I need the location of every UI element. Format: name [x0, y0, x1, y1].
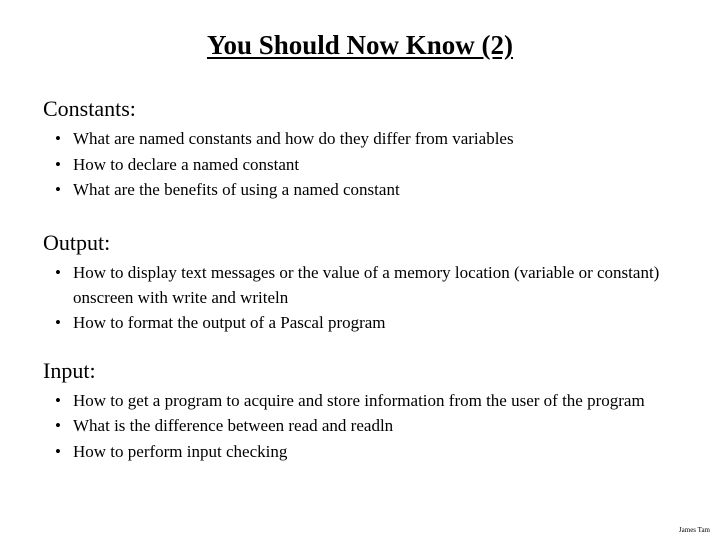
bullet-item — [51, 152, 683, 178]
bullet-text: How to display text messages or the value of a memory location (variable or constant) onscreen with write and writeln — [73, 263, 660, 307]
bullet-item — [51, 388, 683, 413]
section-heading-output: Output: — [43, 230, 111, 255]
bullet-item — [51, 177, 683, 203]
bullet-dot: • — [55, 391, 61, 410]
footer-author: James Tam — [678, 526, 710, 534]
bullet-text: What are named constants and how do they differ from variables — [73, 129, 514, 148]
bullet-item — [51, 413, 683, 439]
bullet-dot: • — [55, 129, 61, 148]
section-input — [43, 358, 683, 464]
section-heading-constants: Constants: — [43, 96, 136, 121]
bullet-dot: • — [55, 154, 61, 174]
bullet-text: How to perform input checking — [73, 441, 288, 461]
bullet-text: How to get a program to acquire and store information from the user of the program — [73, 391, 645, 410]
bullet-item — [51, 260, 683, 310]
bullet-text: How to declare a named constant — [73, 154, 300, 174]
bullet-dot: • — [55, 441, 61, 461]
bullet-text: What are the benefits of using a named constant — [73, 180, 400, 199]
bullet-item — [51, 126, 683, 152]
bullet-dot: • — [55, 263, 61, 282]
bullet-text: How to format the output of a Pascal program — [73, 313, 386, 332]
bullet-dot: • — [55, 180, 61, 199]
bullet-text: What is the difference between read and readln — [73, 416, 394, 435]
bullet-list-constants — [43, 126, 683, 203]
bullet-dot: • — [55, 416, 61, 435]
slide-title: You Should Now Know (2) — [206, 30, 514, 60]
section-heading-input: Input: — [43, 358, 96, 383]
bullet-list-input — [43, 388, 683, 464]
bullet-item — [51, 310, 683, 336]
bullet-list-output — [43, 260, 683, 336]
bullet-item — [51, 439, 683, 465]
section-constants — [43, 96, 683, 203]
bullet-dot: • — [55, 313, 61, 332]
section-output — [43, 230, 683, 336]
